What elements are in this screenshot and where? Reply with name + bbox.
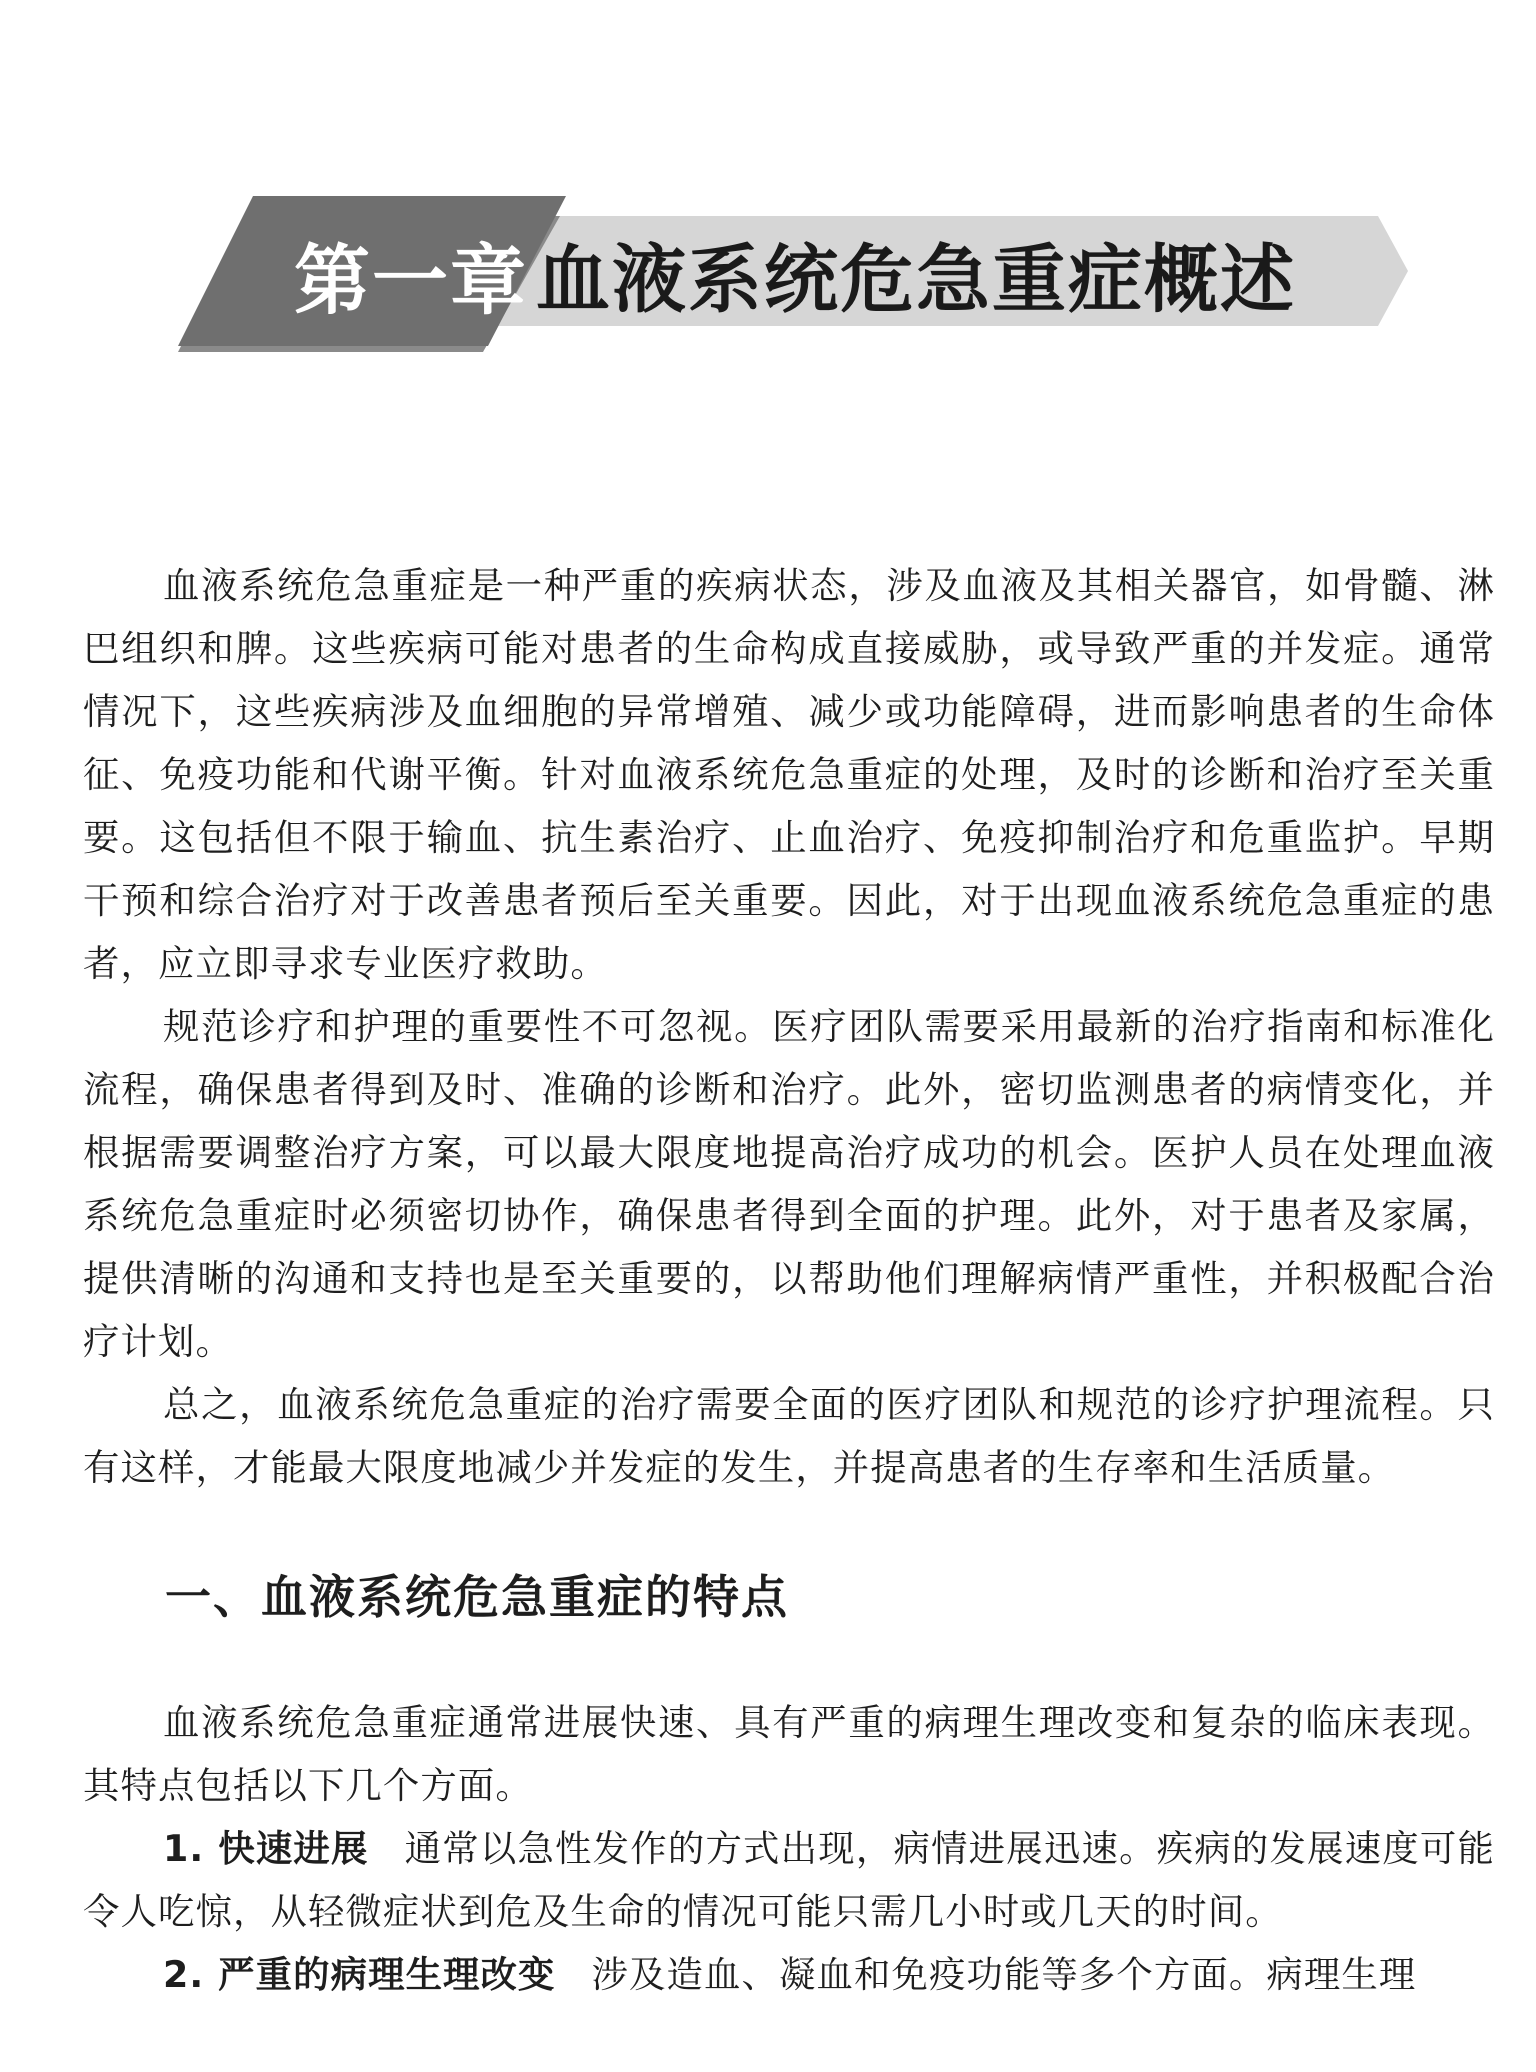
intro-paragraph-2: 规范诊疗和护理的重要性不可忽视。医疗团队需要采用最新的治疗指南和标准化流程，确保患者得到及时、准确的诊断和治疗。此外，密切监测患者的病情变化，并根据需要调整治疗方案，可以最大限度地提高治疗成功的机会。医护人员在处理血液系统危急重症时必须密切协作，确保患者得到全面的护理。此外，对于患者及家属，提供清晰的沟通和支持也是至关重要的，以帮助他们理解病情严重性，并积极配合治疗计划。	[83, 1005, 1495, 1363]
chapter-label: 第一章	[294, 235, 528, 325]
item-text: 通常以急性发作的方式出现，病情进展迅速。疾病的发展速度可能令人吃惊，从轻微症状到危及生命的情况可能只需几小时或几天的时间。	[83, 1827, 1495, 1933]
item-title: 1. 快速进展	[163, 1827, 369, 1870]
list-item	[83, 1943, 1495, 2006]
chapter-banner	[178, 196, 1408, 352]
item-text: 涉及造血、凝血和免疫功能等多个方面。病理生理	[591, 1953, 1417, 1996]
intro-paragraph-3: 总之，血液系统危急重症的治疗需要全面的医疗团队和规范的诊疗护理流程。只有这样，才能最大限度地减少并发症的发生，并提高患者的生存率和生活质量。	[83, 1383, 1495, 1489]
list-item	[83, 1817, 1495, 1943]
page-body	[83, 554, 1495, 2006]
section-intro-paragraph: 血液系统危急重症通常进展快速、具有严重的病理生理改变和复杂的临床表现。其特点包括以下几个方面。	[83, 1701, 1495, 1807]
intro-paragraph-1: 血液系统危急重症是一种严重的疾病状态，涉及血液及其相关器官，如骨髓、淋巴组织和脾。这些疾病可能对患者的生命构成直接威胁，或导致严重的并发症。通常情况下，这些疾病涉及血细胞的异常增殖、减少或功能障碍，进而影响患者的生命体征、免疫功能和代谢平衡。针对血液系统危急重症的处理，及时的诊断和治疗至关重要。这包括但不限于输血、抗生素治疗、止血治疗、免疫抑制治疗和危重监护。早期干预和综合治疗对于改善患者预后至关重要。因此，对于出现血液系统危急重症的患者，应立即寻求专业医疗救助。	[83, 564, 1495, 985]
item-title: 2. 严重的病理生理改变	[163, 1953, 556, 1996]
chapter-title: 血液系统危急重症概述	[536, 237, 1296, 323]
section-heading: 一、血液系统危急重症的特点	[165, 1570, 789, 1624]
